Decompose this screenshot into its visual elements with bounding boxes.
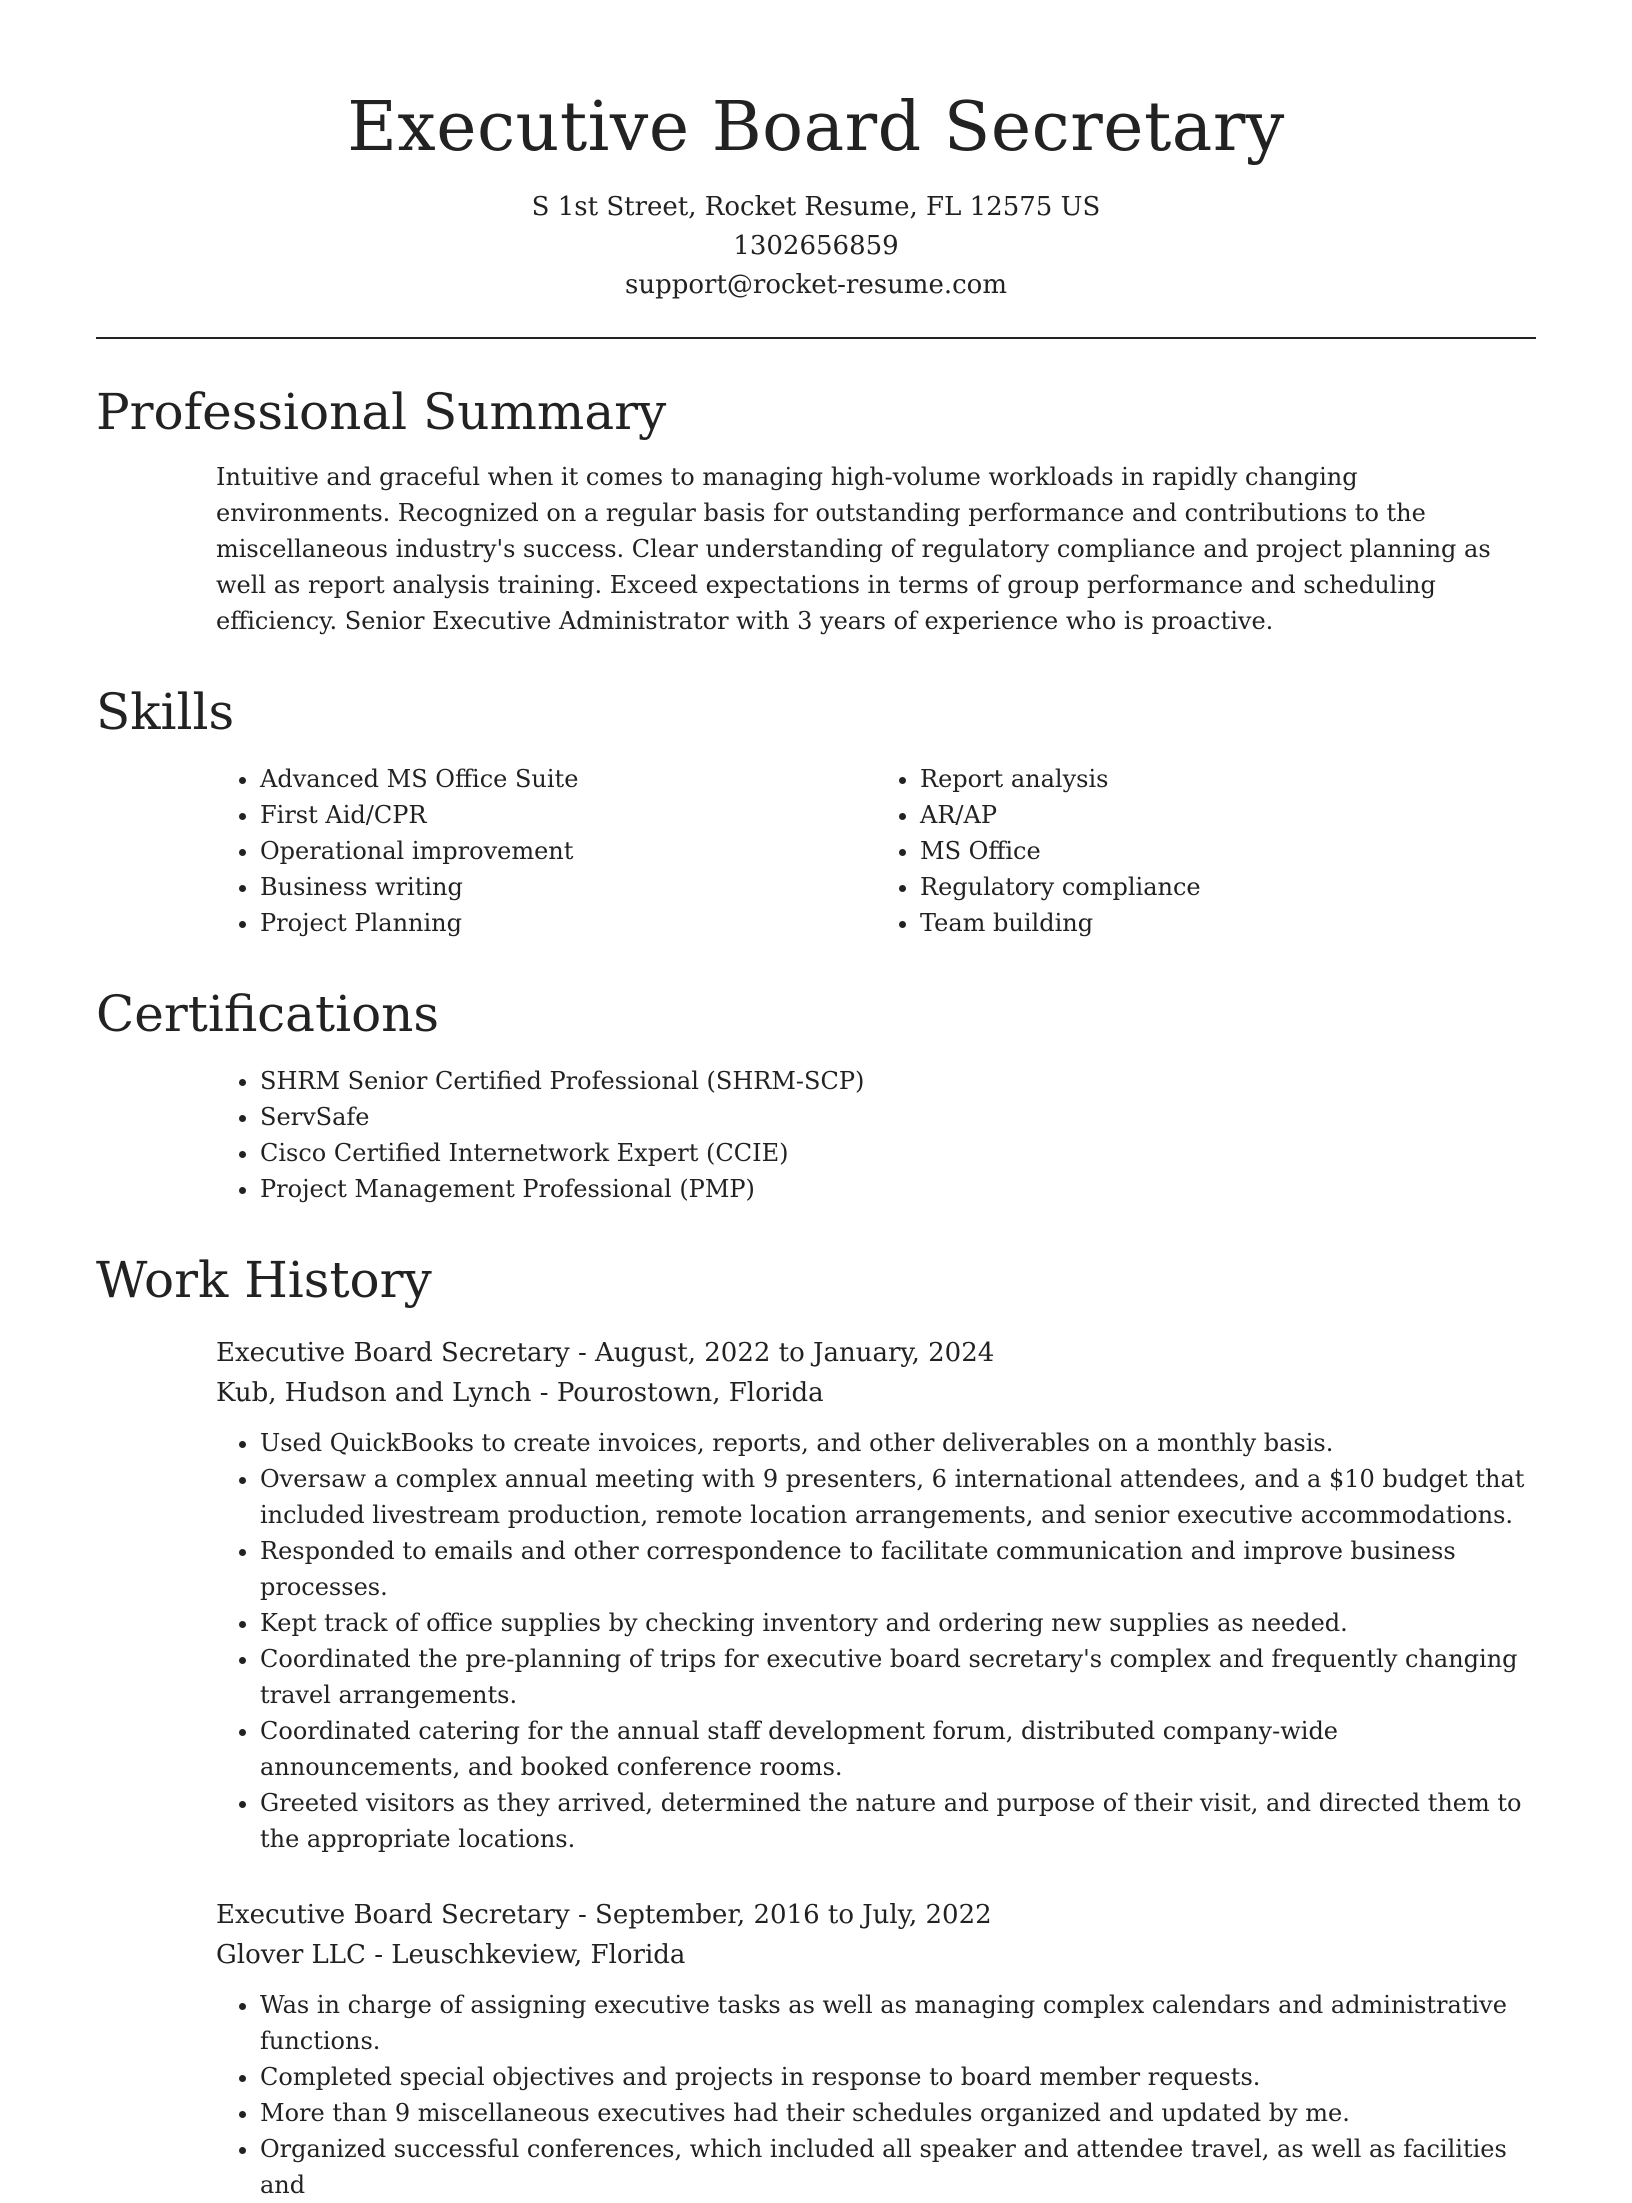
job-bullet: • More than 9 miscellaneous executives had their schedules organized and updated by me.: [260, 2095, 1536, 2131]
phone: 1302656859: [733, 231, 899, 261]
skill-item: • Project Planning: [260, 905, 876, 941]
skills-list: [216, 761, 1536, 941]
job-bullet: • Completed special objectives and projects in response to board member requests.: [260, 2059, 1536, 2095]
job-bullets: [216, 1425, 1536, 1857]
certification-item: • SHRM Senior Certified Professional (SHRM-SCP): [260, 1063, 1536, 1099]
job-company-line: [216, 1373, 1536, 1413]
certification-item: • ServSafe: [260, 1099, 1536, 1135]
job-title-line: [216, 1333, 1536, 1373]
skill-item: • Report analysis: [920, 761, 1536, 797]
skill-item: • Advanced MS Office Suite: [260, 761, 876, 797]
certifications-heading: Certifications: [96, 985, 440, 1043]
skill-item: • Regulatory compliance: [920, 869, 1536, 905]
job-bullet: • Kept track of office supplies by checking inventory and ordering new supplies as needed.: [260, 1605, 1536, 1641]
certification-item: • Project Management Professional (PMP): [260, 1171, 1536, 1207]
job-title: Executive Board Secretary: [216, 1900, 570, 1930]
skills-heading: Skills: [96, 683, 235, 741]
skill-item: • Business writing: [260, 869, 876, 905]
job-location: - Pourostown, Florida: [531, 1378, 824, 1408]
job-title-line: [216, 1895, 1536, 1935]
job-company-line: [216, 1935, 1536, 1975]
summary-heading: Professional Summary: [96, 383, 667, 441]
job-entry: [216, 1333, 1536, 1857]
contact-info: [0, 188, 1632, 305]
job-bullet: • Used QuickBooks to create invoices, reports, and other deliverables on a monthly basis.: [260, 1425, 1536, 1461]
resume-header: [0, 0, 1632, 305]
address: S 1st Street, Rocket Resume, FL 12575 US: [531, 192, 1101, 222]
job-bullet: • Responded to emails and other correspondence to facilitate communication and improve business processes.: [260, 1533, 1536, 1605]
job-bullet: • Coordinated the pre-planning of trips for executive board secretary's complex and frequently changing travel arrangements.: [260, 1641, 1536, 1713]
job-dates: - September, 2016 to July, 2022: [569, 1900, 992, 1930]
job-entry: [216, 1895, 1536, 2203]
skill-item: • Team building: [920, 905, 1536, 941]
skill-item: • AR/AP: [920, 797, 1536, 833]
job-company: Glover LLC: [216, 1940, 366, 1970]
job-bullet: • Oversaw a complex annual meeting with 9 presenters, 6 international attendees, and a $10 budget that included livestream production, remote location arrangements, and senior executive accommodations.: [260, 1461, 1536, 1533]
certifications-list: [216, 1063, 1536, 1207]
job-bullet: • Organized successful conferences, which included all speaker and attendee travel, as well as facilities and: [260, 2131, 1536, 2203]
job-bullet: • Greeted visitors as they arrived, determined the nature and purpose of their visit, and directed them to the appropriate locations.: [260, 1785, 1536, 1857]
job-dates: - August, 2022 to January, 2024: [569, 1338, 995, 1368]
certification-item: • Cisco Certified Internetwork Expert (CCIE): [260, 1135, 1536, 1171]
email: support@rocket-resume.com: [624, 270, 1007, 300]
job-bullet: • Was in charge of assigning executive tasks as well as managing complex calendars and administrative functions.: [260, 1987, 1536, 2059]
skills-column-left: [216, 761, 876, 941]
skill-item: • MS Office: [920, 833, 1536, 869]
header-divider: [96, 337, 1536, 339]
job-title: Executive Board Secretary: [216, 1338, 570, 1368]
skill-item: • Operational improvement: [260, 833, 876, 869]
summary-text: Intuitive and graceful when it comes to managing high-volume workloads in rapidly changing environments. Recognized on a regular basis for outstanding performance and contributions to the miscellaneous industry's success. Clear understanding of regulatory compliance and project planning as well as report analysis training. Exceed expectations in terms of group performance and scheduling efficiency. Senior Executive Administrator with 3 years of experience who is proactive.: [216, 463, 1491, 635]
job-bullets: [216, 1987, 1536, 2203]
skill-item: • First Aid/CPR: [260, 797, 876, 833]
work-history-heading: Work History: [96, 1251, 432, 1309]
candidate-name: Executive Board Secretary: [347, 88, 1285, 167]
skills-column-right: [876, 761, 1536, 941]
job-company: Kub, Hudson and Lynch: [216, 1378, 532, 1408]
job-location: - Leuschkeview, Florida: [365, 1940, 686, 1970]
job-bullet: • Coordinated catering for the annual staff development forum, distributed company-wide announcements, and booked conference rooms.: [260, 1713, 1536, 1785]
